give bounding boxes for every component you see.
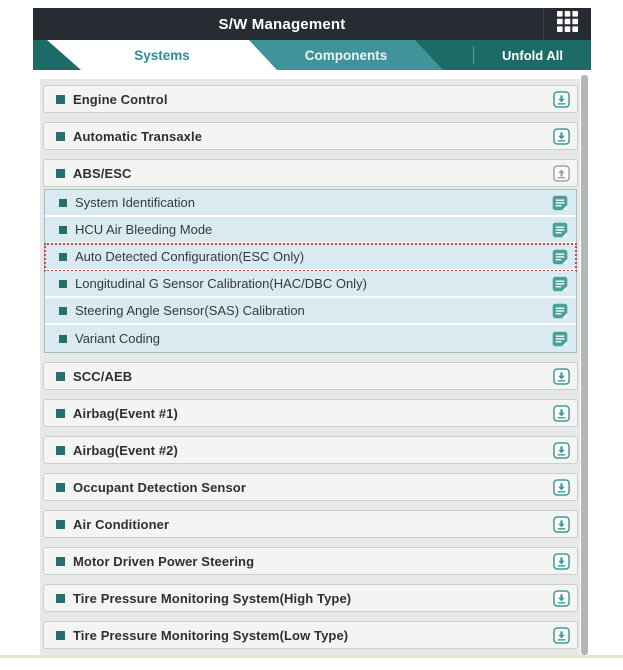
square-bullet-icon <box>59 226 67 234</box>
page-bottom-highlight <box>0 655 623 658</box>
arrow-down-icon[interactable] <box>553 627 570 644</box>
app-window <box>33 8 591 656</box>
unfold-all-button[interactable]: Unfold All <box>502 47 563 63</box>
subsystem-row[interactable] <box>45 325 576 352</box>
document-lines-icon[interactable] <box>552 331 568 347</box>
square-bullet-icon <box>59 335 67 343</box>
function-label: HCU Air Bleeding Mode <box>75 222 213 237</box>
system-row[interactable] <box>43 547 578 575</box>
subsystem-row[interactable] <box>45 217 576 244</box>
system-row[interactable] <box>43 122 578 150</box>
square-bullet-icon <box>56 169 65 178</box>
function-label: Steering Angle Sensor(SAS) Calibration <box>75 303 305 318</box>
square-bullet-icon <box>56 409 65 418</box>
document-lines-icon[interactable] <box>552 249 568 265</box>
system-row[interactable] <box>43 621 578 649</box>
apps-grid-icon <box>557 11 578 37</box>
system-group <box>43 473 578 501</box>
system-label: Motor Driven Power Steering <box>73 553 255 569</box>
system-label: Tire Pressure Monitoring System(High Type) <box>73 590 352 606</box>
system-group <box>43 547 578 575</box>
tab-bar <box>33 40 591 70</box>
arrow-down-icon[interactable] <box>553 590 570 607</box>
system-row[interactable] <box>43 399 578 427</box>
arrow-down-icon[interactable] <box>553 91 570 108</box>
square-bullet-icon <box>56 594 65 603</box>
system-label: Airbag(Event #2) <box>73 442 178 458</box>
header-bar <box>33 8 591 40</box>
system-label: Air Conditioner <box>73 516 170 532</box>
system-row[interactable] <box>43 584 578 612</box>
system-label: Automatic Transaxle <box>73 128 203 144</box>
vertical-scrollbar[interactable] <box>581 75 588 655</box>
square-bullet-icon <box>56 372 65 381</box>
page-title: S/W Management <box>218 15 346 33</box>
system-row[interactable] <box>43 436 578 464</box>
tab-components[interactable]: Components <box>304 47 388 63</box>
square-bullet-icon <box>59 253 67 261</box>
subsystem-row-selected[interactable] <box>45 244 576 271</box>
arrow-down-icon[interactable] <box>553 516 570 533</box>
document-lines-icon[interactable] <box>552 195 568 211</box>
apps-grid-button[interactable] <box>544 8 591 40</box>
system-row[interactable] <box>43 85 578 113</box>
square-bullet-icon <box>59 199 67 207</box>
system-group <box>43 436 578 464</box>
arrow-down-icon[interactable] <box>553 368 570 385</box>
document-lines-icon[interactable] <box>552 222 568 238</box>
system-group <box>43 85 578 113</box>
systems-list <box>40 79 580 656</box>
function-label: Auto Detected Configuration(ESC Only) <box>75 249 305 264</box>
document-lines-icon[interactable] <box>552 303 568 319</box>
system-row[interactable] <box>43 362 578 390</box>
subsystem-list <box>44 189 577 353</box>
system-label: Engine Control <box>73 91 168 107</box>
system-group <box>43 159 578 353</box>
square-bullet-icon <box>56 557 65 566</box>
system-row[interactable] <box>43 473 578 501</box>
system-group <box>43 621 578 649</box>
arrow-down-icon[interactable] <box>553 442 570 459</box>
system-group <box>43 584 578 612</box>
system-row[interactable] <box>43 510 578 538</box>
square-bullet-icon <box>56 132 65 141</box>
square-bullet-icon <box>59 307 67 315</box>
document-lines-icon[interactable] <box>552 276 568 292</box>
subsystem-row[interactable] <box>45 190 576 217</box>
square-bullet-icon <box>59 280 67 288</box>
arrow-up-icon[interactable] <box>553 165 570 182</box>
system-label: ABS/ESC <box>73 165 132 181</box>
system-label: Airbag(Event #1) <box>73 405 178 421</box>
subsystem-row[interactable] <box>45 298 576 325</box>
function-label: Longitudinal G Sensor Calibration(HAC/DBC Only) <box>75 276 367 291</box>
system-group <box>43 122 578 150</box>
square-bullet-icon <box>56 483 65 492</box>
tab-systems[interactable]: Systems <box>134 47 190 63</box>
arrow-down-icon[interactable] <box>553 405 570 422</box>
square-bullet-icon <box>56 95 65 104</box>
square-bullet-icon <box>56 520 65 529</box>
system-group <box>43 399 578 427</box>
function-label: System Identification <box>75 195 195 210</box>
system-group <box>43 510 578 538</box>
system-group <box>43 362 578 390</box>
system-label: Tire Pressure Monitoring System(Low Type) <box>73 627 349 643</box>
system-label: Occupant Detection Sensor <box>73 479 246 495</box>
square-bullet-icon <box>56 631 65 640</box>
arrow-down-icon[interactable] <box>553 553 570 570</box>
system-row[interactable] <box>43 159 578 187</box>
function-label: Variant Coding <box>75 331 161 346</box>
subsystem-row[interactable] <box>45 271 576 298</box>
arrow-down-icon[interactable] <box>553 128 570 145</box>
square-bullet-icon <box>56 446 65 455</box>
system-label: SCC/AEB <box>73 368 133 384</box>
arrow-down-icon[interactable] <box>553 479 570 496</box>
